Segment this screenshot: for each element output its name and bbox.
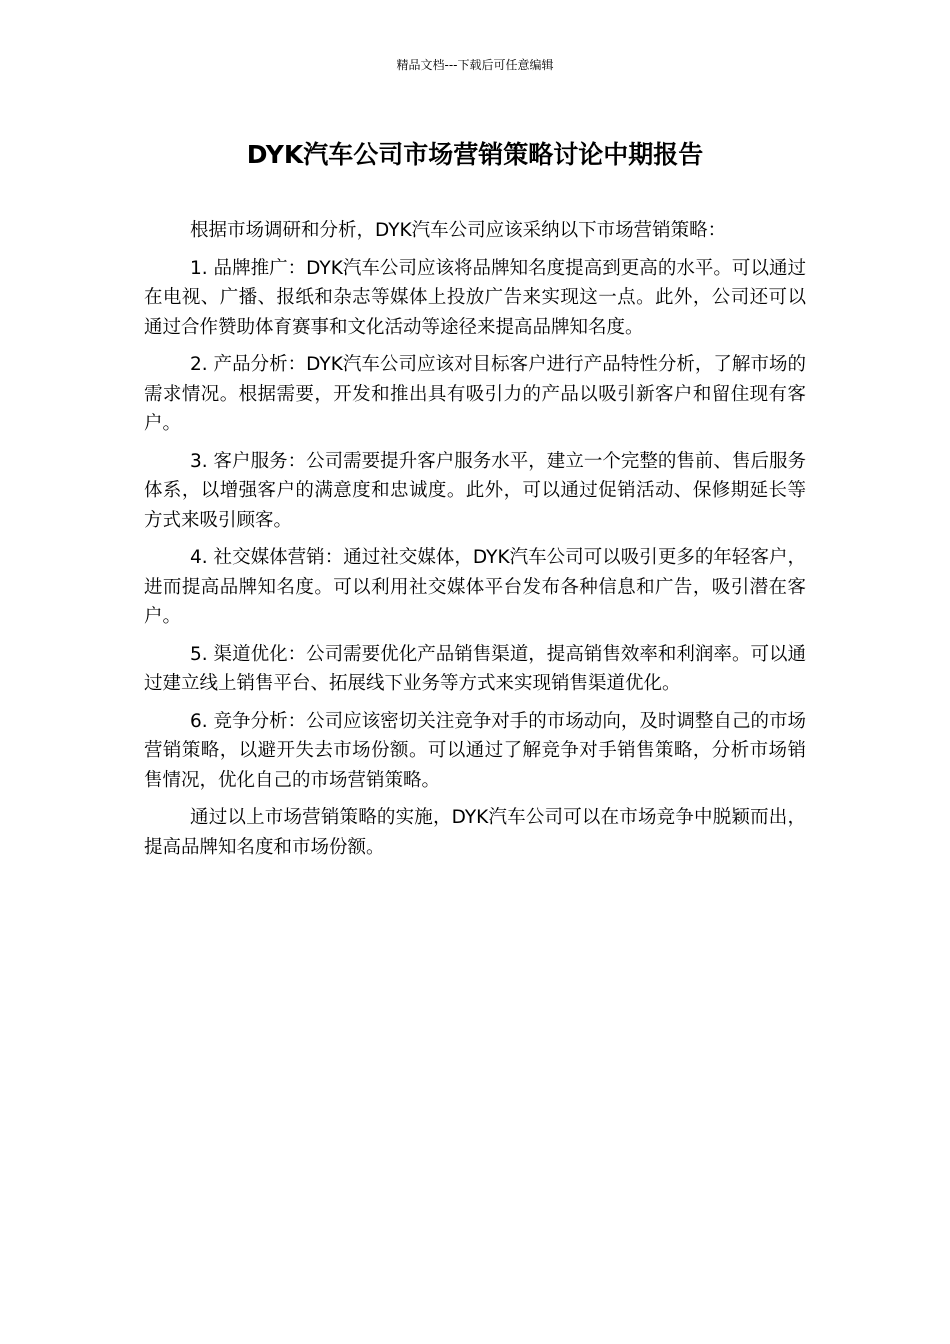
strategy-brand-promotion: 1. 品牌推广：DYK汽车公司应该将品牌知名度提高到更高的水平。可以通过在电视、广播、报纸和杂志等媒体上投放广告来实现这一点。此外，公司还可以通过合作赞助体育赛事和文化活动等途径来提高品牌知名度。 bbox=[144, 257, 806, 338]
document-body bbox=[144, 216, 806, 870]
strategy-competition-analysis: 6. 竞争分析：公司应该密切关注竞争对手的市场动向，及时调整自己的市场营销策略，以避开失去市场份额。可以通过了解竞争对手销售策略，分析市场销售情况，优化自己的市场营销策略。 bbox=[144, 710, 806, 791]
page-header: 精品文档---下载后可任意编辑 bbox=[396, 58, 554, 72]
strategy-product-analysis: 2. 产品分析：DYK汽车公司应该对目标客户进行产品特性分析，了解市场的需求情况。根据需要，开发和推出具有吸引力的产品以吸引新客户和留住现有客户。 bbox=[144, 354, 806, 434]
conclusion-paragraph: 通过以上市场营销策略的实施，DYK汽车公司可以在市场竞争中脱颖而出，提高品牌知名度和市场份额。 bbox=[144, 807, 806, 858]
strategy-customer-service: 3. 客户服务：公司需要提升客户服务水平，建立一个完整的售前、售后服务体系，以增强客户的满意度和忠诚度。此外，可以通过促销活动、保修期延长等方式来吸引顾客。 bbox=[144, 450, 806, 531]
strategy-social-media: 4. 社交媒体营销：通过社交媒体，DYK汽车公司可以吸引更多的年轻客户，进而提高品牌知名度。可以利用社交媒体平台发布各种信息和广告，吸引潜在客户。 bbox=[144, 547, 806, 627]
intro-paragraph: 根据市场调研和分析，DYK汽车公司应该采纳以下市场营销策略： bbox=[190, 220, 727, 241]
strategy-channel-optimization: 5. 渠道优化：公司需要优化产品销售渠道，提高销售效率和利润率。可以通过建立线上销售平台、拓展线下业务等方式来实现销售渠道优化。 bbox=[144, 643, 806, 694]
document-title: DYK汽车公司市场营销策略讨论中期报告 bbox=[246, 140, 704, 169]
